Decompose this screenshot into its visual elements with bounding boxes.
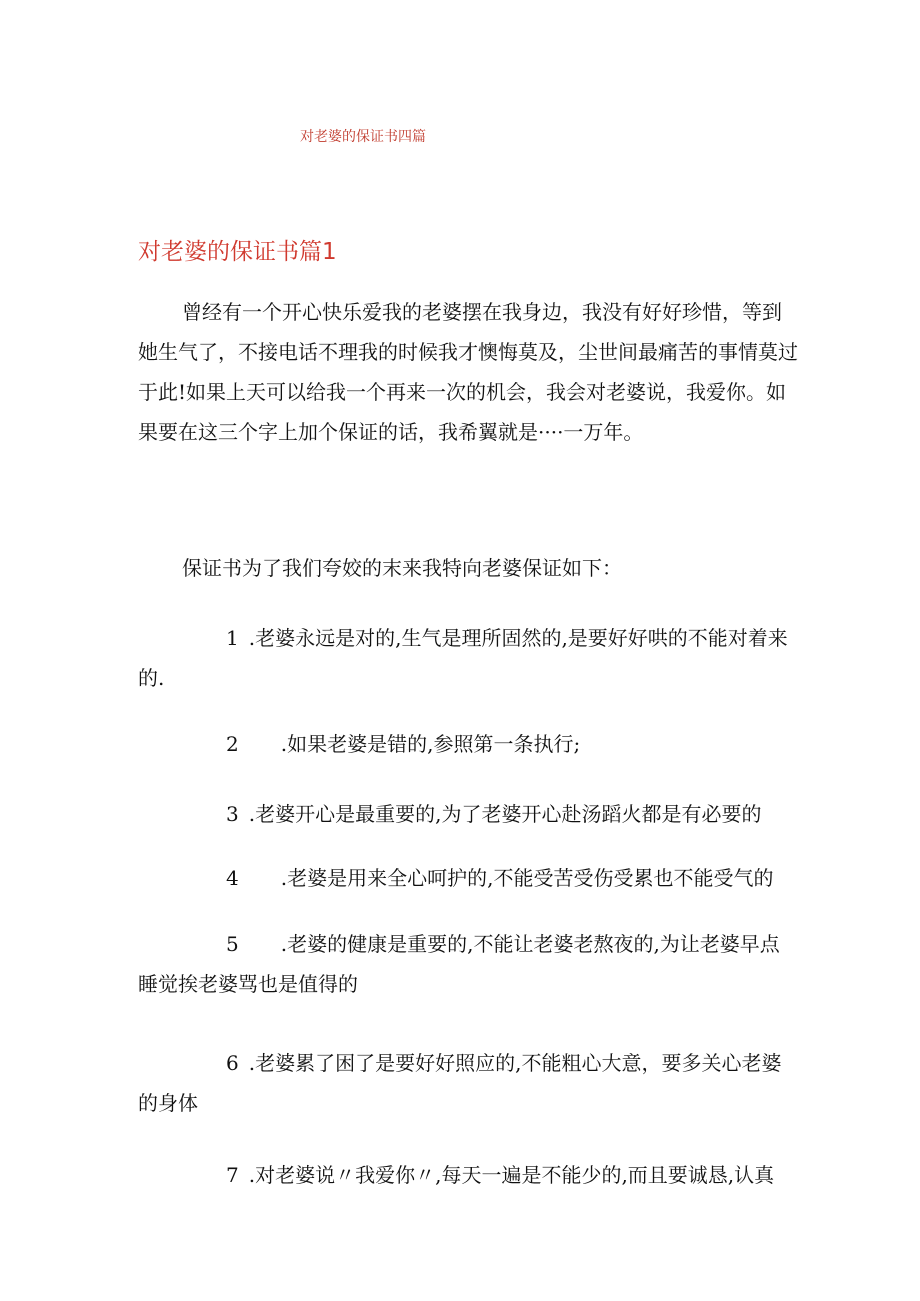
item-text: .老婆开心是最重要的,为了老婆开心赴汤蹈火都是有必要的	[248, 802, 762, 826]
item-number: 1	[226, 626, 239, 650]
preface-paragraph: 保证书为了我们夸姣的末来我特向老婆保证如下：	[182, 556, 622, 580]
item-text: .如果老婆是错的,参照第一条执行;	[280, 732, 581, 756]
list-item-4	[138, 858, 798, 898]
item-number: 2	[226, 732, 239, 756]
list-item-2	[138, 724, 798, 764]
document-title: 对老婆的保证书四篇	[300, 129, 426, 145]
list-item-7	[138, 1155, 798, 1195]
item-text: .老婆的健康是重要的,不能让老婆老熬夜的,为让老婆早点睡觉挨老婆骂也是值得的	[138, 932, 780, 996]
item-number: 5	[226, 932, 239, 956]
item-text: .老婆是用来全心呵护的,不能受苦受伤受累也不能受气的	[280, 866, 774, 890]
item-text: .老婆永远是对的,生气是理所固然的,是要好好哄的不能对着来的.	[138, 626, 788, 690]
item-text: .对老婆说〃我爱你〃,每天一遍是不能少的,而且要诚恳,认真	[248, 1163, 775, 1187]
item-number: 3	[226, 802, 239, 826]
list-item-5	[138, 924, 798, 1004]
item-number: 6	[226, 1051, 239, 1075]
section-heading: 对老婆的保证书篇1	[138, 239, 337, 265]
list-item-6	[138, 1043, 798, 1123]
intro-paragraph: 曾经有一个开心快乐爱我的老婆摆在我身边，我没有好好珍惜，等到她生气了，不接电话不理我的时候我才懊悔莫及，尘世间最痛苦的事情莫过于此!如果上天可以给我一个再来一次的机会，我会对老婆说，我爱你。如果要在这三个字上加个保证的话，我希翼就是····一万年。	[138, 300, 798, 444]
item-number: 4	[226, 866, 239, 890]
item-number: 7	[226, 1163, 239, 1187]
list-item-3	[138, 794, 798, 834]
item-text: .老婆累了困了是要好好照应的,不能粗心大意，要多关心老婆的身体	[138, 1051, 782, 1115]
list-item-1	[138, 618, 798, 698]
